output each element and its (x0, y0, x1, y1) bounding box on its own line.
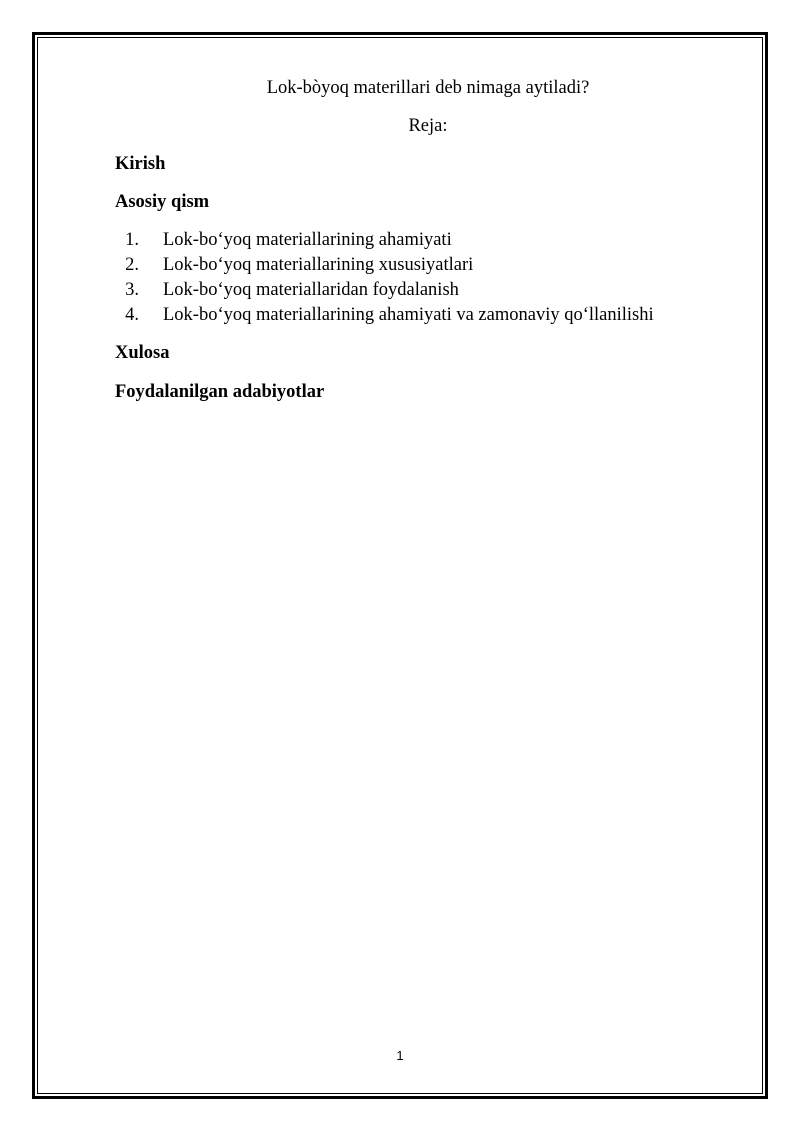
section-conclusion: Xulosa (115, 343, 170, 363)
plan-item (115, 278, 654, 303)
plan-item-number: 1. (125, 230, 139, 250)
plan-item (115, 303, 654, 328)
document-title: Lok-bòyoq materillari deb nimaga aytiladi? (266, 78, 590, 98)
plan-list (115, 228, 654, 328)
section-introduction: Kirish (115, 154, 166, 174)
plan-label: Reja: (408, 116, 448, 136)
plan-item-text: Lok-bo‘yoq materiallarining ahamiyati va zamonaviy qo‘llanilishi (163, 305, 654, 325)
section-references: Foydalanilgan adabiyotlar (115, 382, 325, 402)
plan-item-number: 3. (125, 280, 139, 300)
plan-item-number: 2. (125, 255, 139, 275)
plan-item (115, 253, 654, 278)
plan-item-number: 4. (125, 305, 139, 325)
section-main-part: Asosiy qism (115, 192, 210, 212)
plan-item (115, 228, 654, 253)
page-number: 1 (396, 1048, 404, 1063)
plan-item-text: Lok-bo‘yoq materiallarining ahamiyati (163, 230, 452, 250)
plan-item-text: Lok-bo‘yoq materiallaridan foydalanish (163, 280, 459, 300)
plan-item-text: Lok-bo‘yoq materiallarining xususiyatlari (163, 255, 474, 275)
